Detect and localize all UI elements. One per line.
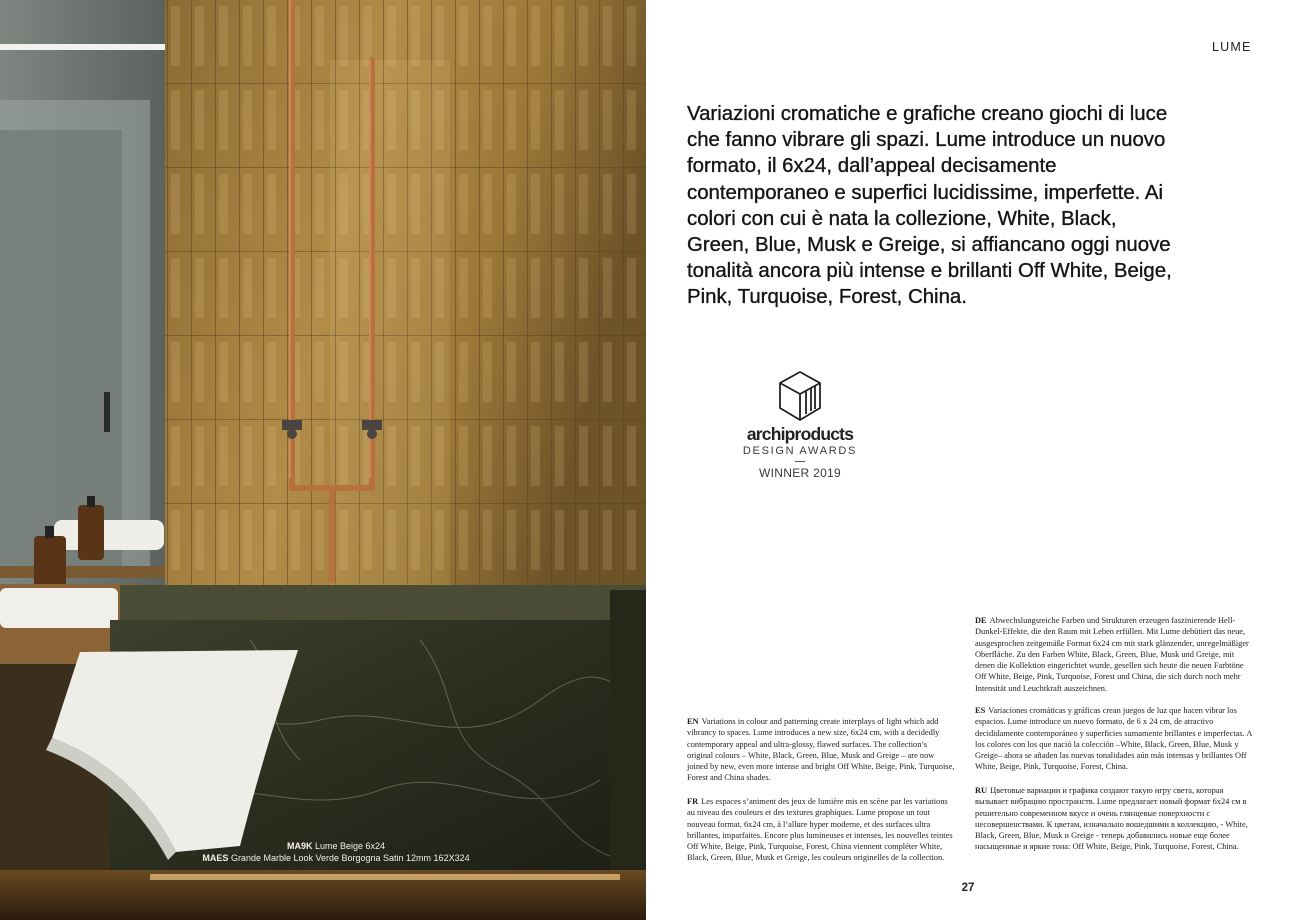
caption-text-2: Grande Marble Look Verde Borgogna Satin 12mm 162X324 bbox=[230, 852, 470, 863]
paragraph-de bbox=[975, 615, 1253, 694]
caption-code-1: MA9K bbox=[286, 841, 313, 851]
photo-caption bbox=[186, 841, 486, 864]
award-block bbox=[736, 370, 864, 480]
caption-line-1 bbox=[186, 841, 486, 853]
caption-code-2: MAES bbox=[202, 852, 229, 863]
text-fr: Les espaces s’animent des jeux de lumière mis en scène par les variations au niveau des couleurs et des textures graphiques. Lume propose un tout nouveau format, 6x24 cm, à l’allure hyper moderne, et des surfaces ultra brillantes, imparfaites. Encore plus lumineuses et intenses, les nouvelles teintes Off White, Beige, Pink, Turquoise, Forest, China viennent compléter White, Black, Green, Blue, Musk et Greige, les couleurs originelles de la collection. bbox=[687, 797, 953, 863]
caption-text-1: Lume Beige 6x24 bbox=[314, 841, 386, 851]
paragraph-es bbox=[975, 705, 1253, 773]
page-number: 27 bbox=[961, 882, 975, 894]
archiproducts-cube-icon bbox=[777, 370, 823, 422]
award-brand: archiproducts bbox=[746, 424, 854, 444]
paragraph-en bbox=[687, 716, 955, 784]
award-subtitle: DESIGN AWARDS bbox=[742, 445, 858, 457]
lang-code-ru: RU bbox=[975, 786, 988, 795]
text-de: Abwechslungsreiche Farben und Strukturen erzeugen faszinierende Hell-Dunkel-Effekte, die den Raum mit Leben erfüllen. Mit Lume debütiert das neue, ausgesprochen zeitgemäße Format 6x24 cm mit stark glänzender, unregelmäßiger Oberfläche. Zu den Farben White, Black, Green, Blue, Musk und Greige, mit denen die Kollektion eingerichtet wurde, gesellen sich heute die neuen Farbtöne Off White, Beige, Pink, Turquoise, Forest und China, die sich durch noch mehr Intensität und Leuchtkraft auszeichnen. bbox=[975, 616, 1249, 693]
paragraph-fr bbox=[687, 796, 955, 864]
award-winner: WINNER 2019 bbox=[759, 466, 841, 480]
text-ru: Цветовые вариации и графика создают такую игру света, которая вызывает вибрацию пространств. Lume предлагает новый формат 6x24 см в решительно современном вкусе и очень глянцевые поверхности с несовершенствами. К цветам, изначально вошедшими в коллекцию, - White, Black, Green, Blue, Musk и Greige - теперь добавились новые еще более насыщенные и яркие тона: Off White, Beige, Pink, Turquoise, Forest, China. bbox=[975, 786, 1248, 852]
lang-code-de: DE bbox=[975, 616, 987, 625]
collection-label: LUME bbox=[1212, 40, 1252, 54]
text-en: Variations in colour and patterning create interplays of light which add vibrancy to spaces. Lume introduces a new size, 6x24 cm, with a decidedly contemporary appeal and ultra-glossy, flawed surfaces. The collection’s original colours – White, Black, Green, Blue, Musk and Greige – are now joined by new, even more intense and bright Off White, Beige, Pink, Turquoise, Forest and China shades. bbox=[687, 717, 955, 783]
award-divider bbox=[795, 461, 805, 462]
text-es: Variaciones cromáticas y gráficas crean juegos de luz que hacen vibrar los espacios. Lume introduce un nuevo formato, de 6 x 24 cm, de atractivo decididamente contemporáneo y superficies sumamente brillantes e imperfectas. A los colores con los que nació la colección –White, Black, Green, Blue, Musk y Greige– ahora se añaden las nuevas tonalidades aún más intensas y brillantes Off White, Beige, Pink, Turquoise, Forest, China. bbox=[975, 706, 1252, 772]
lang-code-fr: FR bbox=[687, 797, 699, 806]
lang-code-en: EN bbox=[687, 717, 699, 726]
caption-line-2 bbox=[186, 853, 486, 865]
paragraph-ru bbox=[975, 785, 1253, 853]
headline-italian: Variazioni cromatiche e grafiche creano giochi di luce che fanno vibrare gli spazi. Lume introduce un nuovo formato, il 6x24, dall’appeal decisamente contemporaneo e superfici lucidissime, imperfette. Ai colori con cui è nata la collezione, White, Black, Green, Blue, Musk e Greige, si affiancano oggi nuove tonalità ancora più intense e brillanti Off White, Beige, Pink, Turquoise, Forest, China. bbox=[687, 103, 1172, 309]
lang-code-es: ES bbox=[975, 706, 986, 715]
